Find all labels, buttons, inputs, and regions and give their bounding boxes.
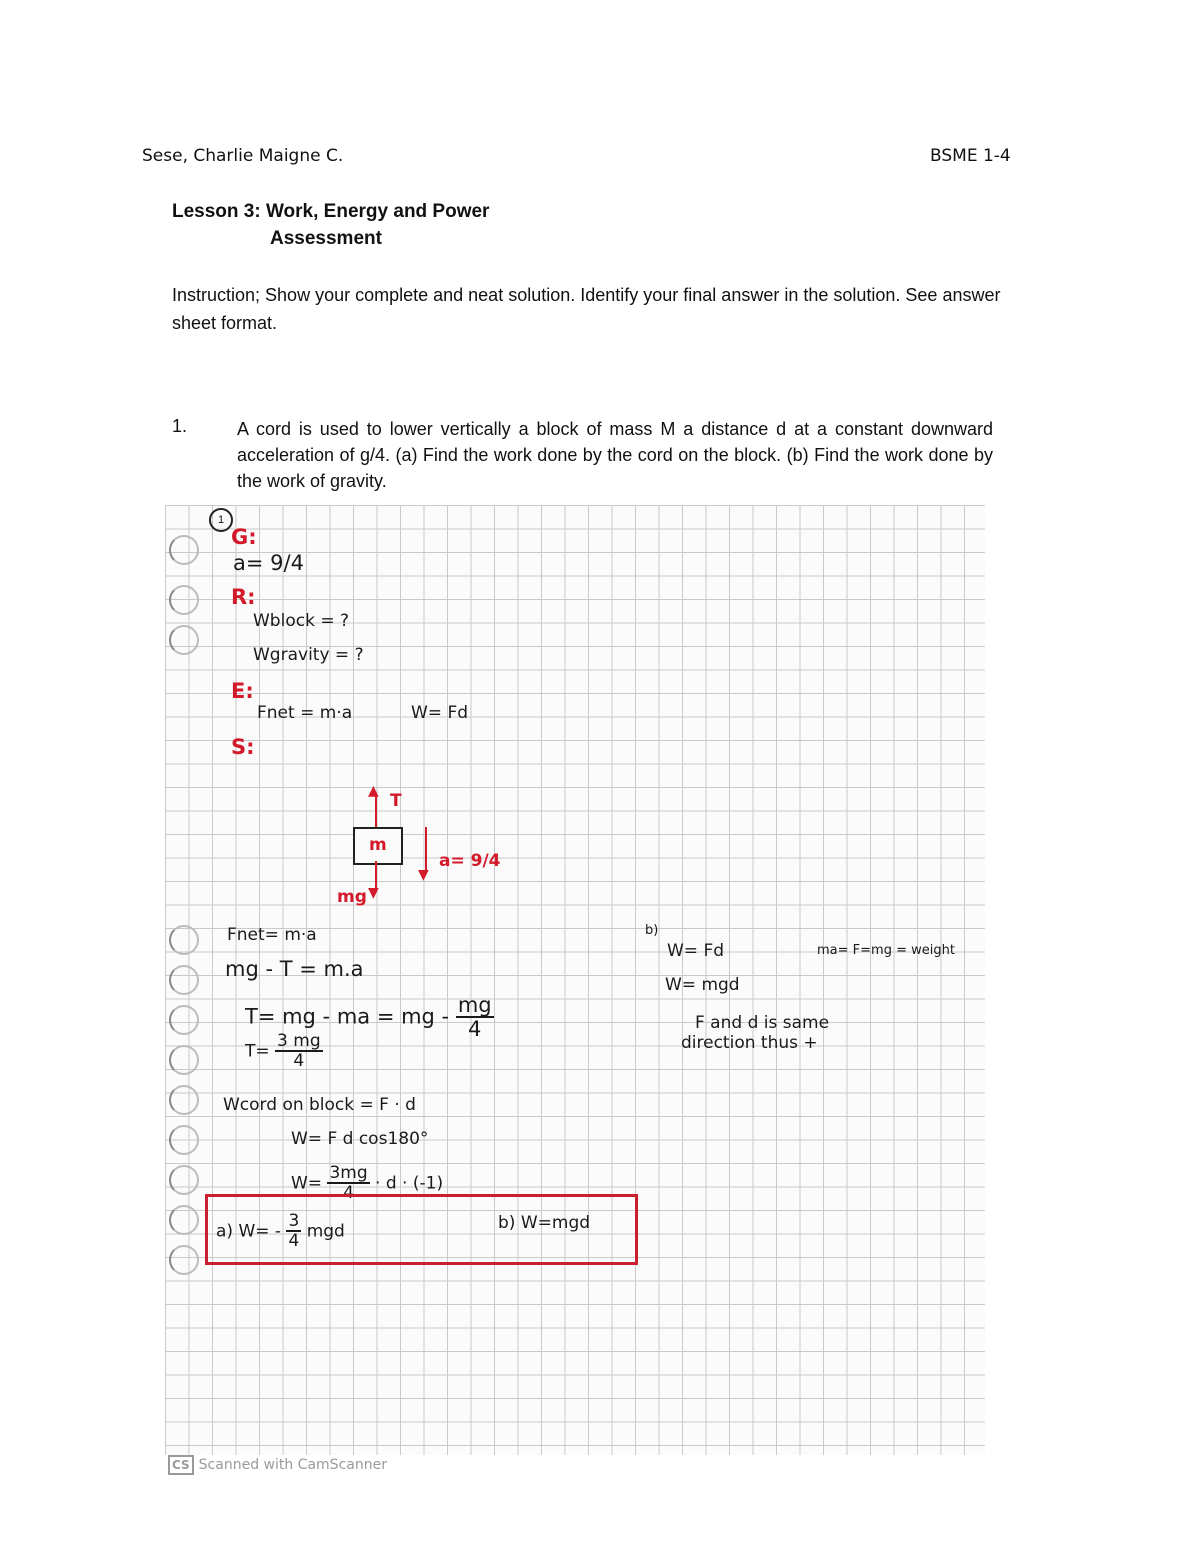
step-work-cord: Wcord on block = F · d [223,1095,416,1115]
step-work-sub-lhs: W= [291,1173,323,1194]
camscanner-text: Scanned with CamScanner [198,1457,387,1473]
part-b-label: b) [645,923,659,938]
ring-icon [169,1205,199,1235]
step-tension-lhs: T= mg - ma = mg - [245,1004,450,1029]
final-answer-box [205,1194,638,1265]
item-number-badge: 1 [209,508,233,532]
notebook-sheet [165,505,985,1455]
equation-label: E: [231,679,254,703]
lesson-title: Lesson 3: Work, Energy and Power [172,201,490,222]
fraction-numerator: mg [457,993,492,1017]
ring-icon [169,625,199,655]
answer-b: b) W=mgd [498,1213,591,1233]
lesson-subtitle: Assessment [270,228,382,249]
camscanner-watermark [168,1455,387,1475]
equation-newton: Fnet = m·a [257,703,353,723]
ring-icon [169,1165,199,1195]
part-b-work-formula: W= Fd [667,941,725,961]
mass-block [353,827,403,865]
given-value: a= 9/4 [233,551,304,575]
fraction-denominator: 4 [343,1183,354,1203]
spiral-binding [165,505,205,1455]
section-label: BSME 1-4 [930,146,1011,166]
weight-label: mg [337,887,367,907]
fraction-numerator: 3 [288,1211,300,1231]
step-fnet: Fnet= m·a [227,925,317,945]
answer-a-fraction [286,1213,301,1250]
ring-icon [169,1125,199,1155]
question-number: 1. [172,416,188,436]
ring-icon [169,965,199,995]
student-name: Sese, Charlie Maigne C. [142,146,344,166]
part-b-work-result: W= mgd [665,975,740,995]
part-b-reason-2: direction thus + [681,1033,818,1053]
answer-a-rhs: mgd [306,1221,345,1242]
step-tension-result-lhs: T= [245,1041,270,1062]
required-block-work: Wblock = ? [253,611,349,631]
step-tension-result-fraction [275,1033,323,1070]
part-b-reason-1: F and d is same [695,1013,830,1033]
answer-a [216,1213,345,1250]
camscanner-logo: CS [168,1455,194,1475]
ring-icon [169,535,199,565]
step-work-sub-rhs: · d · (-1) [375,1173,444,1194]
ring-icon [169,1245,199,1275]
equation-work: W= Fd [411,703,469,723]
required-gravity-work: Wgravity = ? [253,645,364,665]
ring-icon [169,925,199,955]
fraction-denominator: 4 [293,1051,305,1071]
step-work-cos: W= F d cos180° [291,1129,429,1149]
question-text: A cord is used to lower vertically a block of mass M a distance d at a constant downward acceleration of g/4. (a) Find the work done by the cord on the block. (b) Find the work done by the work of gravity. [237,419,993,491]
ring-icon [169,1005,199,1035]
acceleration-label: a= 9/4 [439,851,501,871]
fraction-numerator: 3mg [329,1163,368,1183]
acceleration-arrowhead-icon: ▼ [418,867,429,883]
required-label: R: [231,585,256,609]
ring-icon [169,1085,199,1115]
instruction-text: Instruction; Show your complete and neat solution. Identify your final answer in the solution. See answer sheet format. [172,285,1001,333]
given-label: G: [231,525,257,549]
fraction-denominator: 4 [288,1231,300,1251]
fraction-numerator: 3 mg [277,1031,321,1051]
tension-arrowhead-icon: ▲ [368,783,379,799]
tension-label: T [390,791,402,811]
ring-icon [169,1045,199,1075]
step-force-balance: mg - T = m.a [225,957,364,981]
fraction-denominator: 4 [468,1017,482,1041]
mass-label: m [369,835,387,855]
answer-a-lhs: a) W= - [216,1221,282,1242]
solution-label: S: [231,735,255,759]
weight-arrowhead-icon: ▼ [368,885,379,901]
step-tension-fraction [456,995,494,1040]
step-tension-result [245,1033,323,1070]
tension-arrow [375,795,377,827]
ring-icon [169,585,199,615]
part-b-note: ma= F=mg = weight [817,943,955,958]
